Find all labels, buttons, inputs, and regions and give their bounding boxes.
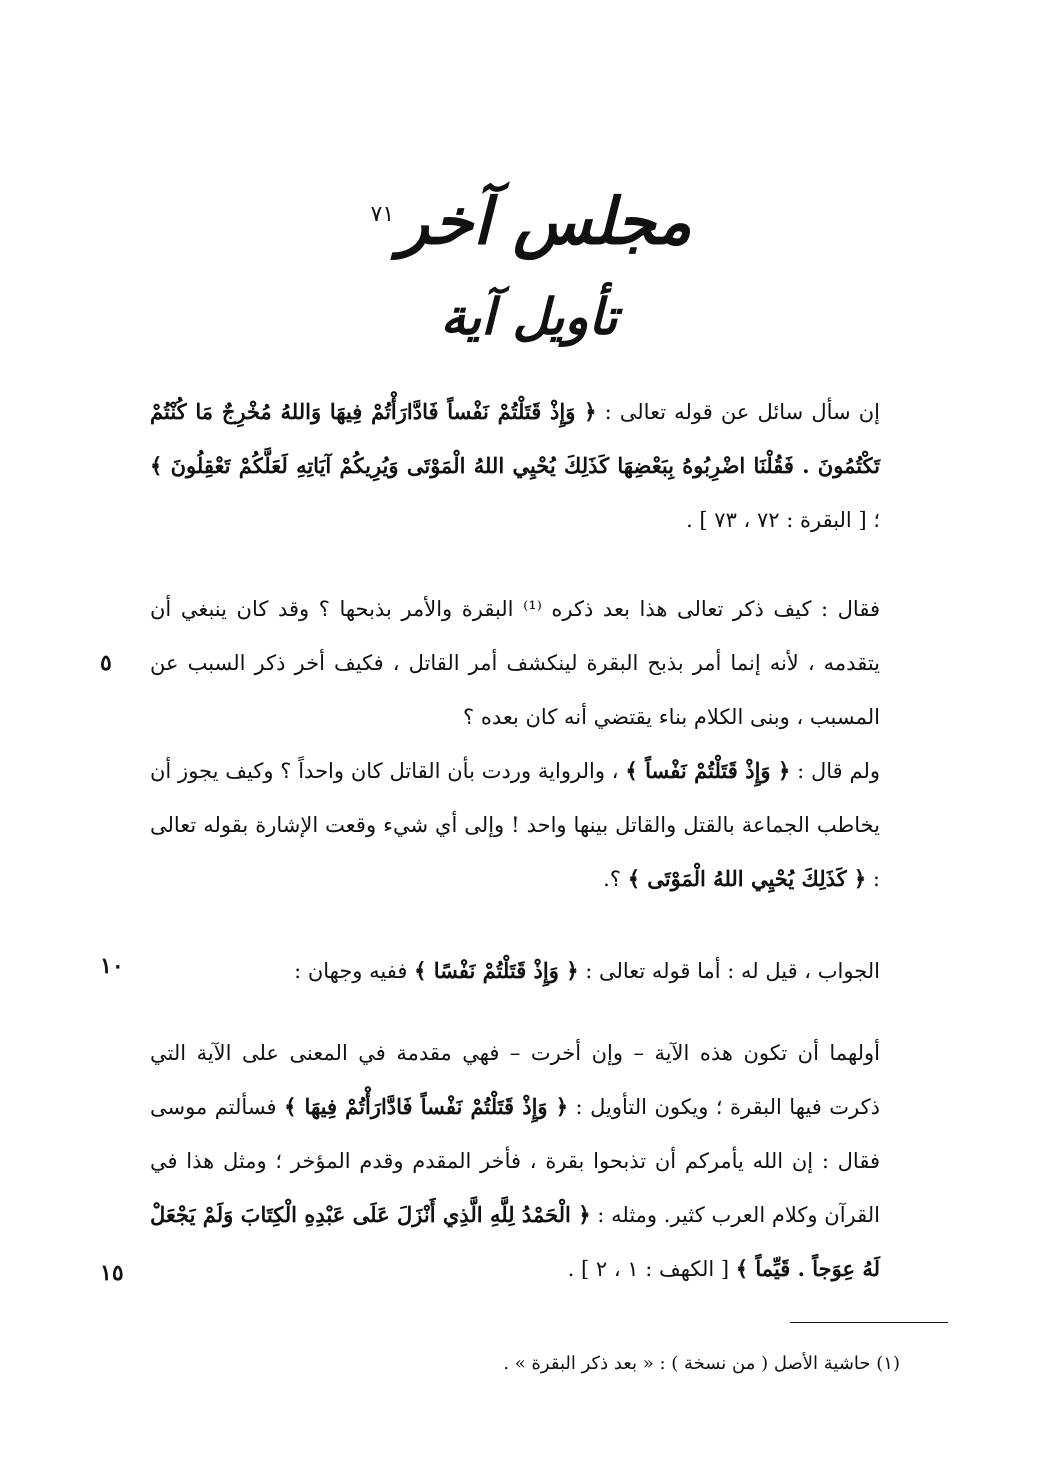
objection-lead: ولم قال : (797, 759, 881, 783)
objection-tail: ؟. (603, 867, 621, 891)
quran-verse-quote: ﴿ وَإِذْ قَتَلْتُمْ نَفْساً ﴾ (625, 758, 791, 783)
quran-verse-baqara-72-73: ﴿ وَإِذْ قَتَلْتُمْ نَفْساً فَادَّارَأْتُمْ فِيهَا وَاللهُ مُخْرِجٌ مَا كُنْتُمْ تَكْتُمُونَ . فَقُلْنَا اضْرِبُوهُ بِبَعْضِهَا كَذَلِكَ يُحْيِي اللهُ الْمَوْتَى وَيُرِيكُمْ آيَاتِهِ لَعَلَّكُمْ تَعْقِلُونَ ﴾ (150, 399, 880, 478)
first-aspect-text: أولهما أن تكون هذه الآية – وإن أخرت – فهي مقدمة في المعنى على الآية التي ذكرت فيها البقرة ؛ ويكون التأويل : (150, 1041, 880, 1119)
answer-lead: الجواب ، قيل له : أما قوله تعالى : (585, 959, 880, 983)
verse-reference: ؛ [ البقرة : ٧٢ ، ٧٣ ] . (686, 508, 880, 532)
first-aspect-text-2: فسألتم موسى فقال : إن الله يأمركم أن تذبحوا بقرة ، فأخر المقدم وقدم المؤخر ؛ ومثل هذا في القرآن وكلام العرب كثير. ومثله : (150, 1095, 880, 1227)
objection-text: ، والرواية وردت بأن القاتل كان واحداً ؟ وكيف يجوز أن يخاطب الجماعة بالقتل والقاتل بينها واحد ! وإلى أي شيء وقعت الإشارة بقوله تعالى : (150, 759, 880, 891)
majlis-title-text: مجلس آخر (398, 184, 692, 260)
quran-verse-answer: ﴿ وَإِذْ قَتَلْتُمْ نَفْسًا ﴾ (414, 958, 579, 983)
objection-paragraph-1: فقال : كيف ذكر تعالى هذا بعد ذكره ⁽¹⁾ البقرة والأمر بذبحها ؟ وقد كان ينبغي أن يتقدمه ، لأنه إنما أمر بذبح البقرة لينكشف أمر القاتل ، فكيف أخر ذكر السبب عن المسبب ، وبنى الكلام بناء يقتضي أنه كان بعده ؟ (150, 597, 880, 729)
line-number-15: ١٥ (100, 1260, 124, 1286)
first-aspect-paragraph (150, 1026, 880, 1296)
question-paragraph (150, 385, 880, 547)
majlis-title (0, 175, 1058, 262)
answer-paragraph (150, 944, 880, 998)
section-title: تأويل آية (440, 287, 618, 346)
quran-verse-first-aspect: ﴿ وَإِذْ قَتَلْتُمْ نَفْساً فَادَّارَأْتُمْ فِيهَا ﴾ (284, 1094, 569, 1119)
footnote-text: حاشية الأصل ( من نسخة ) : « بعد ذكر البقرة » . (503, 1353, 871, 1374)
line-number-5: ٥ (100, 650, 112, 676)
quran-verse-quote-2: ﴿ كَذَلِكَ يُحْيِي اللهُ الْمَوْتَى ﴾ (627, 866, 867, 891)
question-intro: إن سأل سائل عن قوله تعالى : (604, 400, 880, 424)
footnote-marker: (١) (876, 1353, 900, 1374)
footnote (150, 1344, 900, 1384)
kahf-reference: [ الكهف : ١ ، ٢ ] . (567, 1257, 730, 1281)
footnote-divider (790, 1322, 948, 1323)
objection-paragraph-2 (150, 744, 880, 906)
quran-verse-kahf: ﴿ الْحَمْدُ لِلَّهِ الَّذِي أَنْزَلَ عَلَى عَبْدِهِ الْكِتَابَ وَلَمْ يَجْعَلْ لَهُ عِوَجاً . قَيِّماً ﴾ (150, 1202, 880, 1281)
majlis-number: ٧١ (370, 202, 395, 227)
answer-text: ففيه وجهان : (294, 959, 408, 983)
line-number-10: ١٠ (100, 953, 124, 979)
